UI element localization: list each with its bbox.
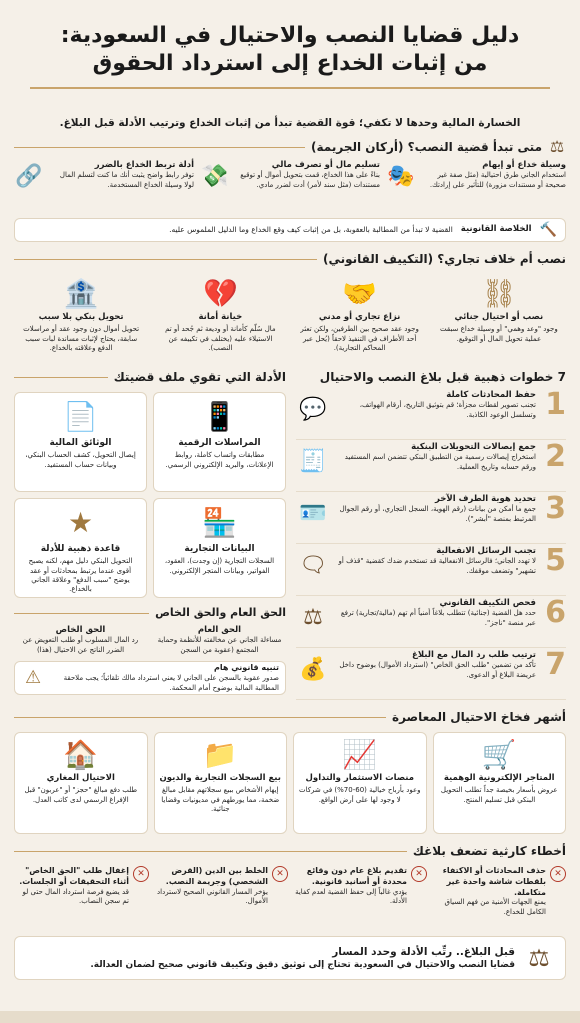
mistake-title: الخلط بين الدين (القرض الشخصي) وجريمة النصب. <box>165 866 268 886</box>
trap-card <box>433 732 567 834</box>
card-desc: مطابقات واتساب كاملة، روابط الإعلانات، والبريد الإلكتروني الرسمي. <box>165 451 274 469</box>
card-title: الوثائق المالية <box>49 438 112 448</box>
step-item <box>296 388 566 440</box>
trap-card <box>293 732 427 834</box>
card-title: البيانات التجارية <box>184 544 255 554</box>
section-title: متى تبدأ قضية النصب؟ (أركان الجريمة) <box>311 139 542 154</box>
bank-icon: 🏦 <box>63 277 99 311</box>
card-desc: عروض بأسعار بخيصة جداً تطلب التحويل البنكي قبل تسليم المنتج. <box>440 786 558 804</box>
document-dollar-icon: 📄 <box>63 400 98 434</box>
step-desc: لا تهدد الجاني؛ فالرسائل الانفعالية قد تستخدم ضدك كقضية "قذف أو تشهير" وتضعف موقفك. <box>338 557 536 575</box>
item-desc: توفر رابط واضح يثبت أنك ما كنت لتسلم المال لولا وسيلة الخداع المستخدمة. <box>59 171 194 189</box>
final-title: قبل البلاغ.. رتِّب الأدلة وحدد المسار <box>332 945 515 958</box>
shop-icon: 🛒 <box>481 738 517 772</box>
item-title: نزاع تجاري أو مدني <box>318 312 401 322</box>
section-steps-heading <box>296 366 566 388</box>
item-desc: تحويل أموال دون وجود عقد أو مراسلات سابقة، يحتاج لإثبات مساندة لبات سبب الدفع وعلاقته بالخداع. <box>23 325 140 353</box>
warning-title: تنبيه قانوني هام <box>214 663 279 673</box>
item-desc: استخدام الجاني طرق احتيالية (مثل صفة غير صحيحة أو مستندات مزورة) للتأثير على إرادتك. <box>429 171 566 189</box>
step-title: جمع إيصالات التحويلات البنكية <box>411 442 536 452</box>
evidence-column <box>14 366 286 700</box>
mistake-item <box>153 866 288 930</box>
section-title: أخطاء كارثية تضعف بلاغك <box>412 843 566 858</box>
step-title: فحص التكييف القانوني <box>439 598 536 608</box>
step-desc: جمع ما أمكن من بيانات (رقم الهوية، السجل التجاري، أو رقم الجوال المرتبط بمنصة "أبشر"). <box>339 505 536 523</box>
right-desc: مساءلة الجاني عن مخالفته للأنظمة وحماية المجتمع (عقوبة من السجن <box>157 636 282 654</box>
item-desc: وجود "وعد وهمي" أو وسيلة خداع سبقت عملية تحويل المال أو التوقيع. <box>440 325 558 343</box>
mistake-title: إغفال طلب "الحق الخاص" أثناء التحقيقات أو الجلسات. <box>19 866 129 886</box>
trap-card <box>154 732 288 834</box>
evidence-card <box>14 392 147 492</box>
classification-item <box>14 274 148 360</box>
page-title <box>14 22 566 77</box>
item-desc: وجود عقد صحيح بين الطرفين، ولكن تعثر أحد الأطراف في التنفيذ لاحقاً (يُحل عبر المحاكم التجارية). <box>300 325 419 353</box>
mistake-title: حذف المحادثات أو الاكتفاء بلقطات شاشة واحدة غير متكاملة. <box>442 866 546 897</box>
step-desc: حدد هل القضية (جنائية) تتطلب بلاغاً أمنياً أم تهم (مالية/تجارية) ترفع عبر منصة "ناجز". <box>340 609 536 627</box>
footer-bar <box>0 1011 580 1023</box>
item-title: تحويل بنكي بلا سبب <box>38 312 124 322</box>
item-title: وسيلة خداع أو إيهام <box>482 160 566 170</box>
legal-warning-box <box>14 661 286 695</box>
gavel-icon: 🔨 <box>539 221 557 238</box>
chat-icon: 💬 <box>299 397 327 423</box>
handshake-icon: 🤝 <box>342 277 378 311</box>
card-title: منصات الاستثمار والتداول <box>305 773 414 783</box>
traps-list <box>14 732 566 834</box>
close-icon: ✕ <box>411 866 427 882</box>
steps-column <box>296 366 566 700</box>
step-desc: استخراج إيصالات رسمية من التطبيق البنكي تتضمن اسم المستفيد ورقم حسابه وتاريخ العملية. <box>344 453 536 471</box>
crime-element-item <box>14 160 194 214</box>
phone-chat-icon: 📱 <box>202 400 237 434</box>
item-title: نصب أو احتيال جنائي <box>454 312 544 322</box>
close-icon: ✕ <box>133 866 149 882</box>
right-title: الحق الخاص <box>55 624 106 635</box>
star-icon: ★ <box>67 506 94 540</box>
section-traps-heading <box>14 706 566 728</box>
section-mistakes-heading <box>14 840 566 862</box>
chart-icon: 📈 <box>342 738 378 772</box>
section-title: الأدلة التي تقوي ملف قضيتك <box>113 369 286 384</box>
folder-icon: 📁 <box>202 738 238 772</box>
final-text: قضايا النصب والاحتيال في السعودية تحتاج إلى توثيق دقيق وتكييف قانوني صحيح لضمان العدالة. <box>90 960 515 971</box>
section-title: 7 خطوات ذهبية قبل بلاغ النصب والاحتيال <box>319 369 566 384</box>
divider <box>14 147 305 148</box>
card-desc: إيصال التحويل، كشف الحساب البنكي، وبيانات حساب المستفيد. <box>25 451 136 469</box>
money-bag-icon: 💰 <box>299 657 327 683</box>
section-evidence-heading <box>14 366 286 388</box>
title-line-1: دليل قضايا النصب والاحتيال في السعودية: <box>60 23 520 48</box>
card-title: الاحتيال المغاري <box>46 773 115 783</box>
id-card-icon: 🪪 <box>299 501 327 527</box>
item-title: أدلة تربط الخداع بالضرر <box>94 160 194 170</box>
card-desc: التحويل البنكي دليل مهم، لكنه يصبح أقوى عندما يرتبط بمحادثات أو عقد يوضح "سبب الدفع" وعلاقة الجاني بالخداع. <box>28 557 133 594</box>
card-title: المتاجر الإلكترونية الوهمية <box>443 773 555 783</box>
receipt-icon: 🧾 <box>299 449 327 475</box>
public-right <box>153 625 286 655</box>
item-title: خيانة أمانة <box>198 312 243 322</box>
speech-icon: 🗨 <box>299 553 327 579</box>
rights-comparison <box>14 625 286 655</box>
rights-heading <box>14 606 286 621</box>
step-number: 6 <box>545 595 566 630</box>
title-divider <box>30 87 550 89</box>
scales-icon: ⚖ <box>303 605 323 631</box>
evidence-grid <box>14 392 286 598</box>
card-desc: السجلات التجارية (إن وجدت)، العقود، الفواتير، وبيانات المتجر الإلكتروني. <box>164 557 275 575</box>
close-icon: ✕ <box>272 866 288 882</box>
final-callout <box>14 936 566 980</box>
item-title: تسليم مال أو تصرف مالي <box>271 160 380 170</box>
house-icon: 🏠 <box>63 738 99 772</box>
mistake-desc: قد يضيع فرصة استرداد المال حتى لو تم سجن النصاب. <box>22 887 129 906</box>
gavel-icon: ⚖ <box>549 137 565 157</box>
step-number: 3 <box>545 491 566 526</box>
step-item <box>296 596 566 648</box>
evidence-card <box>153 498 286 598</box>
step-item <box>296 492 566 544</box>
section-classification-heading <box>14 248 566 270</box>
classification-item <box>293 274 427 360</box>
step-item <box>296 440 566 492</box>
classification-item <box>153 274 287 360</box>
right-title: الحق العام <box>197 624 242 635</box>
evidence-card <box>153 392 286 492</box>
jail-icon: ⛓ <box>481 277 517 311</box>
trap-card <box>14 732 148 834</box>
mistake-item <box>292 866 427 930</box>
item-desc: مال سُلّم كأمانة أو وديعة ثم جُحد أو تم الاستيلاء عليه (يختلف في تكييفه عن النصب). <box>165 325 276 353</box>
legal-summary-box <box>14 218 566 242</box>
store-icon: 🏪 <box>202 506 237 540</box>
crime-elements <box>14 160 566 214</box>
crime-element-item <box>200 160 380 214</box>
warning-text: صدور عقوبة بالسجن على الجاني لا يعني استرداد مالك تلقائياً؛ يجب ملاحقة المطالبة المالية بوضوح أمام المحكمة. <box>63 674 279 692</box>
subtitle: الخسارة المالية وحدها لا تكفي؛ قوة القضية تبدأ من إثبات الخداع وترتيب الأدلة قبل البلاغ. <box>59 117 521 129</box>
step-desc: تجنب تصوير لقطات مجزأة؛ قم بتوثيق التاريخ، أرقام الهواتف، وتسلسل الوعود الكاذبة. <box>359 401 536 419</box>
mistake-desc: يؤدي غالباً إلى حفظ القضية لعدم كفاية الأدلة. <box>295 887 407 906</box>
divider <box>14 259 317 260</box>
step-title: ترتيب طلب رد المال مع البلاغ <box>412 650 536 660</box>
header <box>14 0 566 100</box>
mistake-desc: يؤخر المسار القانوني الصحيح لاسترداد الأموال. <box>157 887 268 906</box>
classification-list <box>14 274 566 360</box>
step-number: 1 <box>545 387 566 422</box>
summary-label: الخلاصة القانونية <box>460 224 532 235</box>
divider <box>14 851 407 852</box>
card-desc: وعود بأرباح خيالية (60-70%) في شركات لا وجود لها على أرض الواقع. <box>299 786 421 804</box>
scales-icon: ⚖ <box>528 943 550 972</box>
mistakes-list <box>14 866 566 930</box>
step-number: 2 <box>545 439 566 474</box>
step-item <box>296 544 566 596</box>
warning-icon: ⚠ <box>24 667 42 689</box>
step-desc: تأكد من تضمين "طلب الحق الخاص" (استرداد الأموال) بوضوح داخل عريضة البلاغ أو الدعوى. <box>339 661 536 679</box>
mask-icon: 🎭 <box>387 164 415 190</box>
crime-element-item <box>386 160 566 214</box>
link-icon: 🔗 <box>15 164 43 190</box>
right-desc: رد المال المسلوب أو طلب التعويض عن الضرر الناتج عن الاحتيال (هذا) <box>22 636 139 654</box>
two-column-area <box>14 366 566 700</box>
section-title: الحق العام والحق الخاص <box>155 606 286 619</box>
step-title: تجنب الرسائل الانفعالية <box>436 546 536 556</box>
evidence-card <box>14 498 147 598</box>
divider <box>14 377 108 378</box>
broken-heart-icon: 💔 <box>202 277 238 311</box>
classification-item <box>432 274 566 360</box>
section-title: أشهر فخاخ الاحتيال المعاصرة <box>392 709 566 724</box>
mistake-desc: يمنع الجهات الأمنية من فهم السياق الكامل للخداع. <box>444 898 546 916</box>
card-title: المراسلات الرقمية <box>178 438 261 448</box>
section-crime-elements-heading <box>14 136 566 158</box>
section-title: نصب أم خلاف تجاري؟ (التكييف القانوني) <box>322 251 566 266</box>
item-desc: بناءً على هذا الخداع، قمت بتحويل أموال أو توقيع مستندات (مثل سند لأمر) أدت لضرر مادي. <box>240 171 380 189</box>
mistake-title: تقديم بلاغ عام دون وقائع محددة أو أسانيد قانونية. <box>306 866 407 886</box>
step-title: تحديد هوية الطرف الآخر <box>435 494 536 504</box>
private-right <box>14 625 147 655</box>
mistake-item <box>14 866 149 930</box>
step-number: 7 <box>545 647 566 682</box>
step-title: حفظ المحادثات كاملة <box>446 390 536 400</box>
divider <box>14 613 149 614</box>
card-title: قاعدة ذهبية للأدلة <box>40 544 121 554</box>
title-line-2: من إثبات الخداع إلى استرداد الحقوق <box>92 50 488 76</box>
step-item <box>296 648 566 700</box>
mistake-item <box>431 866 566 930</box>
summary-text: القضية لا تبدأ من المطالبة بالعقوبة، بل من إثبات كيف وقع الخداع وما الدليل الملموس عليه. <box>169 224 453 234</box>
divider <box>14 717 386 718</box>
step-number: 5 <box>545 543 566 578</box>
money-hand-icon: 💸 <box>201 164 229 190</box>
card-desc: إيهام الأشخاص ببيع سجلاتهم مقابل مبالغ ضخمة، مما يورطهم في مديونيات وقضايا جنائية. <box>161 786 280 814</box>
card-title: بيع السجلات التجارية والديون <box>159 773 281 783</box>
close-icon: ✕ <box>550 866 566 882</box>
card-desc: طلب دفع مبالغ "حجز" أو "عربون" قبل الإفراغ الرسمي لدى كاتب العدل. <box>24 786 138 804</box>
